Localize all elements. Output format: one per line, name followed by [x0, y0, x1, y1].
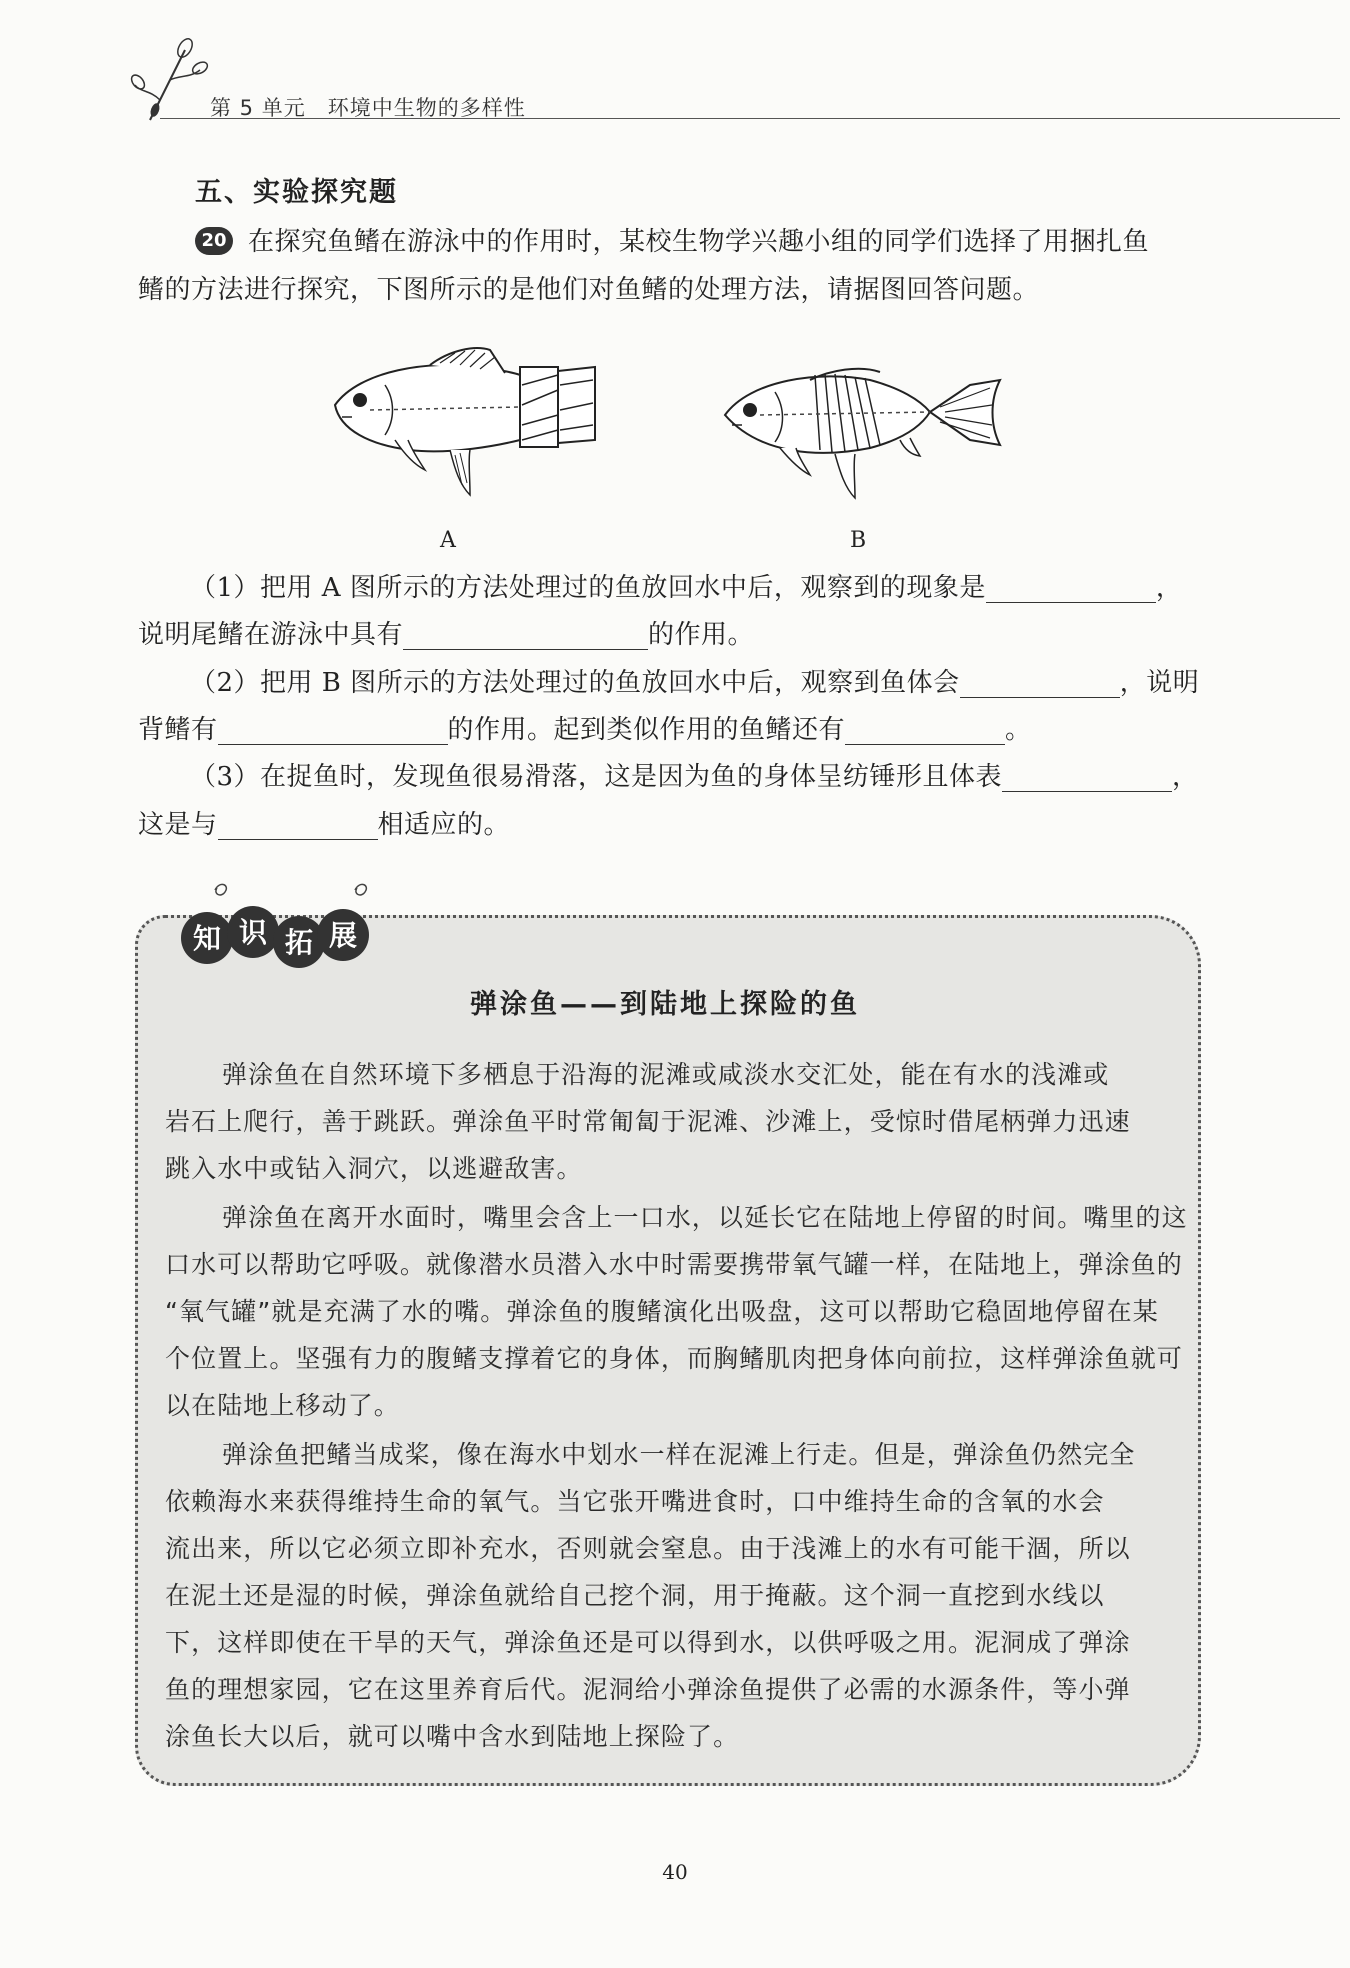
subquestion-3-line-1 [190, 762, 1199, 792]
flower-ornament-icon [130, 30, 210, 130]
answer-blank[interactable] [218, 813, 378, 840]
question-number-badge: 20 [195, 227, 233, 255]
knowledge-line: 个位置上。坚强有力的腹鳍支撑着它的身体，而胸鳍肌肉把身体向前拉，这样弹涂鱼就可 [165, 1344, 1183, 1373]
knowledge-line: 岩石上爬行，善于跳跃。弹涂鱼平时常匍匐于泥滩、沙滩上，受惊时借尾柄弹力迅速 [165, 1107, 1131, 1136]
knowledge-title: 弹涂鱼——到陆地上探险的鱼 [470, 989, 860, 1020]
header-rule [160, 118, 1340, 119]
fish-figure-b [720, 360, 1010, 510]
question-intro-line-2: 鳍的方法进行探究，下图所示的是他们对鱼鳍的处理方法，请据图回答问题。 [138, 275, 1040, 305]
section-title: 五、实验探究题 [195, 177, 398, 208]
figure-label-b: B [850, 528, 867, 553]
subquestion-1-line-2 [138, 620, 754, 650]
unit-label: 第 5 单元 [210, 96, 306, 120]
badge-char: 展 [328, 919, 358, 952]
knowledge-line: 流出来，所以它必须立即补充水，否则就会窒息。由于浅滩上的水有可能干涸，所以 [165, 1534, 1131, 1563]
fish-figure-a [330, 345, 630, 505]
subquestion-3-text: （3）在捉鱼时，发现鱼很易滑落，这是因为鱼的身体呈纺锤形且体表 [190, 762, 1003, 792]
punctuation: 。 [1005, 715, 1032, 745]
knowledge-line: 鱼的理想家园，它在这里养育后代。泥洞给小弹涂鱼提供了必需的水源条件，等小弹 [165, 1675, 1131, 1704]
question-intro-line-1: 在探究鱼鳍在游泳中的作用时，某校生物学兴趣小组的同学们选择了用捆扎鱼 [248, 227, 1150, 257]
badge-char: 识 [238, 916, 268, 949]
knowledge-line: 涂鱼长大以后，就可以嘴中含水到陆地上探险了。 [165, 1722, 740, 1751]
subquestion-3-text: 这是与 [138, 810, 218, 840]
knowledge-line: 以在陆地上移动了。 [165, 1391, 400, 1420]
knowledge-line: 下，这样即使在干旱的天气，弹涂鱼还是可以得到水，以供呼吸之用。泥洞成了弹涂 [165, 1628, 1131, 1657]
badge-char: 拓 [284, 926, 314, 959]
punctuation: ， [1155, 573, 1183, 603]
subquestion-2-text: （2）把用 B 图所示的方法处理过的鱼放回水中后，观察到鱼体会 [190, 668, 960, 698]
subquestion-1-text: 的作用。 [648, 620, 755, 650]
badge-char: 知 [192, 922, 222, 955]
subquestion-2-line-2 [138, 715, 1032, 745]
subquestion-1-line-1 [190, 573, 1182, 603]
knowledge-line: 口水可以帮助它呼吸。就像潜水员潜入水中时需要携带氧气罐一样，在陆地上，弹涂鱼的 [165, 1250, 1183, 1279]
knowledge-badge [175, 880, 375, 980]
punctuation: ， [1172, 762, 1199, 792]
subquestion-2-text: ，说明 [1119, 668, 1200, 698]
subquestion-1-text: （1）把用 A 图所示的方法处理过的鱼放回水中后，观察到的现象是 [190, 573, 986, 603]
figure-label-a: A [440, 528, 456, 553]
subquestion-2-text: 的作用。起到类似作用的鱼鳍还有 [447, 715, 846, 745]
subquestion-2-line-1 [190, 668, 1199, 698]
subquestion-2-text: 背鳍有 [138, 715, 218, 745]
knowledge-line: 弹涂鱼在离开水面时，嘴里会含上一口水，以延长它在陆地上停留的时间。嘴里的这 [222, 1203, 1188, 1232]
page-number: 40 [662, 1860, 688, 1884]
knowledge-line: 弹涂鱼在自然环境下多栖息于沿海的泥滩或咸淡水交汇处，能在有水的浅滩或 [222, 1060, 1110, 1089]
subquestion-1-text: 说明尾鳍在游泳中具有 [138, 620, 404, 650]
answer-blank[interactable] [403, 623, 648, 650]
unit-title: 环境中生物的多样性 [327, 96, 526, 120]
answer-blank[interactable] [218, 718, 448, 745]
knowledge-line: 跳入水中或钻入洞穴，以逃避敌害。 [165, 1154, 583, 1183]
answer-blank[interactable] [1002, 765, 1172, 792]
answer-blank[interactable] [960, 671, 1120, 698]
answer-blank[interactable] [845, 718, 1005, 745]
subquestion-3-text: 相适应的。 [377, 810, 511, 840]
knowledge-line: “氧气罐”就是充满了水的嘴。弹涂鱼的腹鳍演化出吸盘，这可以帮助它稳固地停留在某 [165, 1297, 1159, 1326]
subquestion-3-line-2 [138, 810, 510, 840]
knowledge-line: 弹涂鱼把鳍当成桨，像在海水中划水一样在泥滩上行走。但是，弹涂鱼仍然完全 [222, 1440, 1136, 1469]
knowledge-line: 依赖海水来获得维持生命的氧气。当它张开嘴进食时，口中维持生命的含氧的水会 [165, 1487, 1105, 1516]
answer-blank[interactable] [986, 576, 1156, 603]
knowledge-line: 在泥土还是湿的时候，弹涂鱼就给自己挖个洞，用于掩蔽。这个洞一直挖到水线以 [165, 1581, 1105, 1610]
